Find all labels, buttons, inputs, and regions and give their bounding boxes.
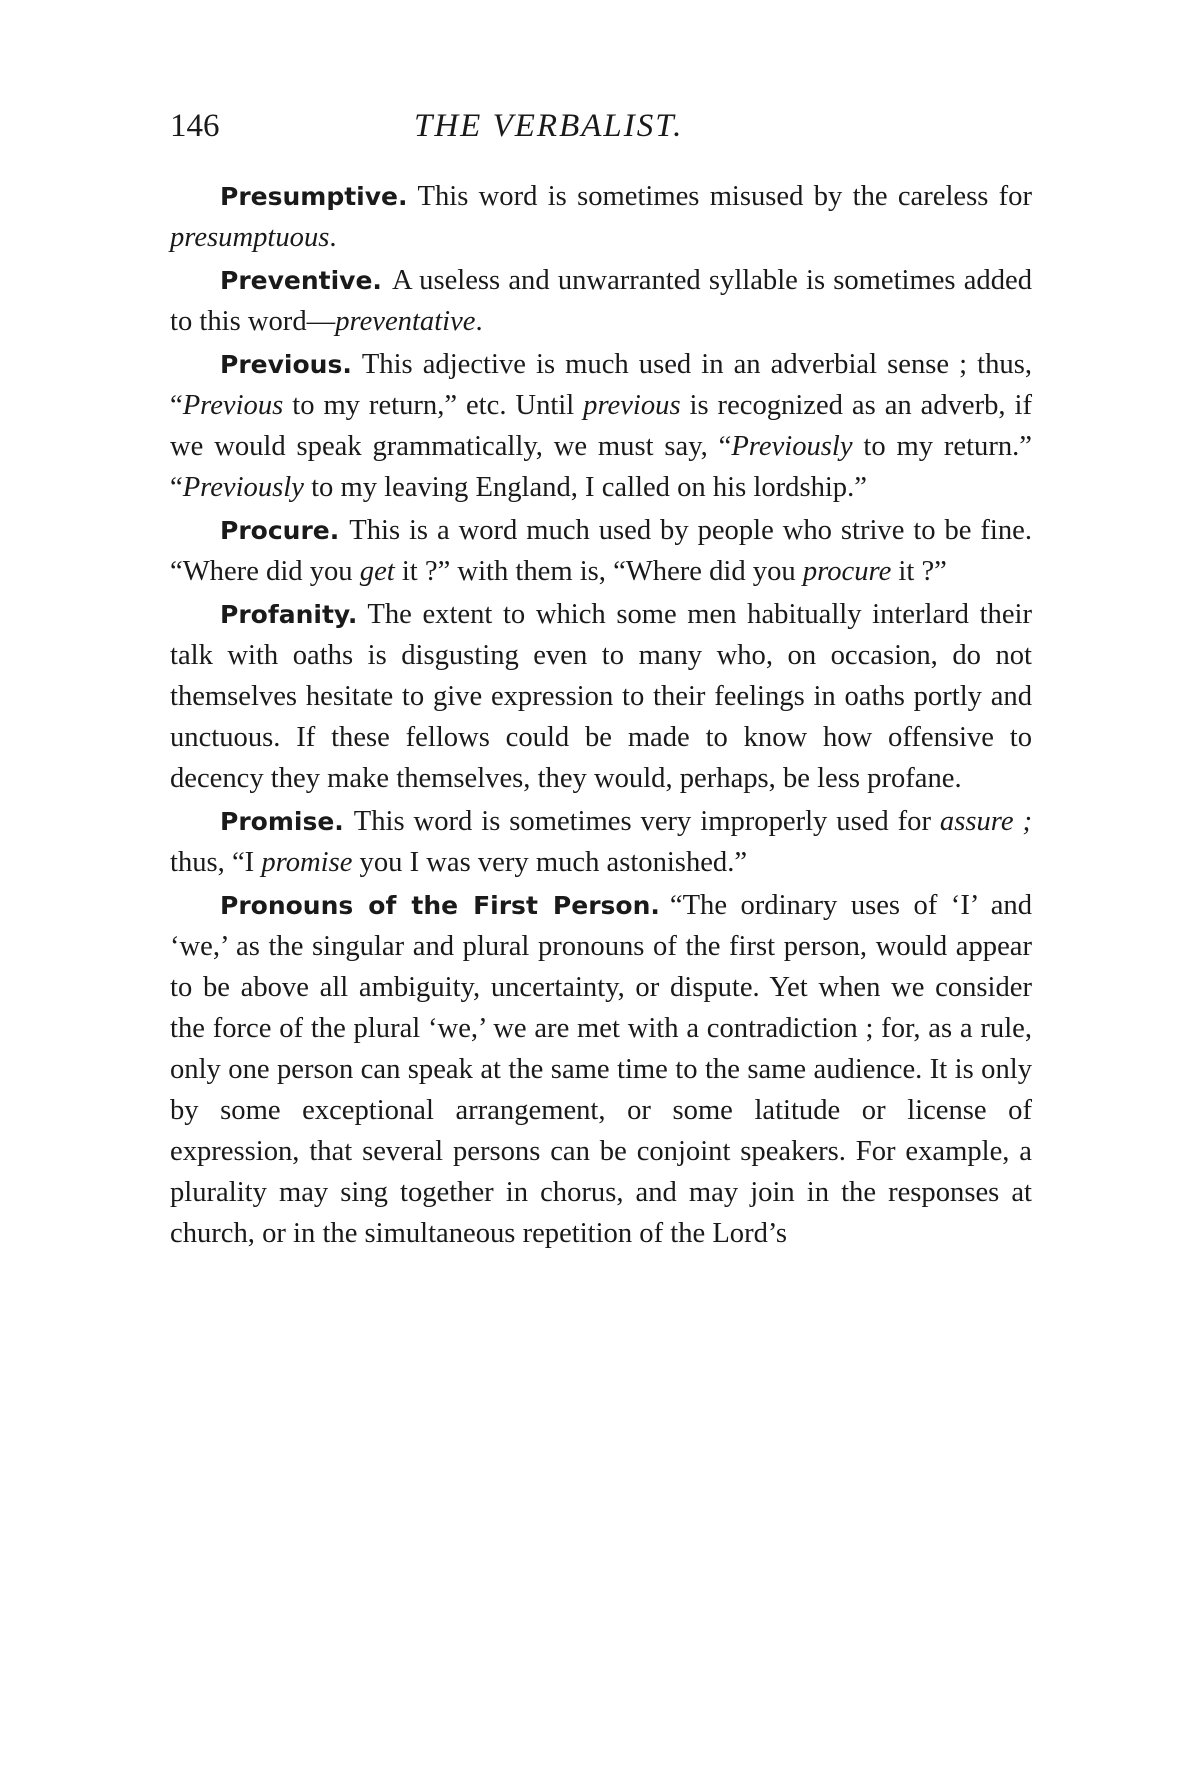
entry-text: is recognized as an adverb, if we would speak grammatically, we must say, “ (170, 390, 1032, 462)
entry-promise (170, 801, 1032, 883)
headword: Presumptive. (220, 182, 408, 211)
entry-text: This word is sometimes misused by the careless for (417, 181, 1032, 212)
italic-term: promise (261, 847, 353, 878)
headword: Promise. (220, 807, 344, 836)
headword: Preventive. (220, 266, 382, 295)
page-number: 146 (170, 108, 220, 144)
entry-text: A useless and unwarranted syllable is sometimes added to this word— (170, 265, 1032, 337)
entry-profanity (170, 594, 1032, 799)
entry-text: it ?” with them is, “Where did you (394, 556, 803, 587)
book-page (170, 108, 1032, 1256)
entry-text: to my return.” “ (170, 431, 1032, 503)
entry-procure (170, 510, 1032, 592)
entry-preventive (170, 260, 1032, 342)
italic-term: Previously (182, 472, 304, 503)
headword: Previous. (220, 350, 352, 379)
italic-term: preventative (335, 306, 476, 337)
running-head: THE VERBALIST. (414, 108, 684, 144)
entry-text: . (475, 306, 483, 337)
entry-text: . (329, 222, 337, 253)
entry-text: to my return,” etc. Until (283, 390, 584, 421)
entry-text: This is a word much used by people who strive to be fine. “Where did you (170, 515, 1032, 587)
entry-pronouns-first-person (170, 885, 1032, 1254)
italic-term: previous (583, 390, 681, 421)
entry-text: to my leaving England, I called on his lordship.” (303, 472, 867, 503)
entry-text: you I was very much astonished.” (352, 847, 748, 878)
entry-text: The extent to which some men habitually interlard their talk with oaths is disgusting even to many who, on occasion, do not themselves hesitate to give expression to their feelings in oaths portly and unctuous. If these fellows could be made to know how offensive to decency they make themselves, they would, perhaps, be less profane. (170, 599, 1032, 794)
italic-term: get (359, 556, 395, 587)
headword: Profanity. (220, 600, 358, 629)
italic-term: Previously (731, 431, 853, 462)
entry-text: This word is sometimes very improperly used for (353, 806, 940, 837)
italic-term: assure ; (939, 806, 1032, 837)
page-header (170, 108, 1032, 160)
italic-term: procure (802, 556, 892, 587)
headword: Pronouns of the First Person. (220, 891, 660, 920)
entry-text: “The ordinary uses of ‘I’ and ‘we,’ as the singular and plural pronouns of the first person, would appear to be above all ambiguity, uncertainty, or dispute. Yet when we consider the force of the plural ‘we,’ we are met with a contradiction ; for, as a rule, only one person can speak at the same time to the same audience. It is only by some exceptional arrangement, or some latitude or license of expression, that several persons can be conjoint speakers. For example, a plurality may sing together in chorus, and may join in the responses at church, or in the simultaneous repetition of the Lord’s (170, 890, 1032, 1249)
italic-term: presumptuous (170, 222, 330, 253)
entry-presumptive (170, 176, 1032, 258)
entry-text: This adjective is much used in an adverbial sense ; thus, “ (170, 349, 1032, 421)
italic-term: Previous (182, 390, 284, 421)
entry-previous (170, 344, 1032, 508)
entry-text: thus, “I (170, 847, 262, 878)
headword: Procure. (220, 516, 340, 545)
entry-text: it ?” (891, 556, 947, 587)
